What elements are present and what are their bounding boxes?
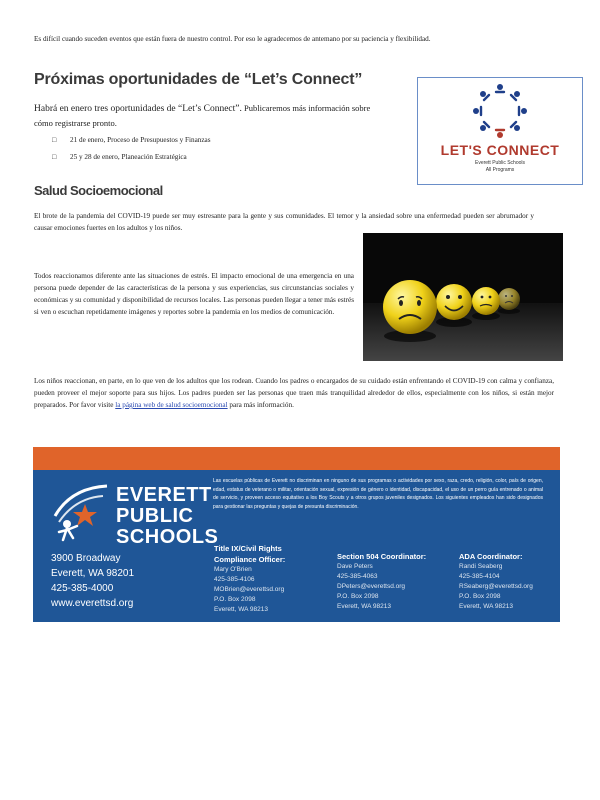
ball-neutral-3 [472, 287, 500, 320]
list-item-text: 25 y 28 de enero, Planeación Estratégica [70, 153, 187, 161]
list-item [52, 149, 211, 166]
person-head [480, 91, 486, 97]
lets-connect-logo [417, 77, 583, 185]
sel-paragraph-2: Todos reaccionamos diferente ante las situaciones de estrés. El impacto emocional de una emergencia en una persona puede depender de las características de la persona y sus experiencias, sus circunstancias sociales y económicas y su comunidad y disponibilidad de recursos locales. Las personas pueden llegar a tener más estrés si ven o escuchan repetidamente imágenes y reportes sobre la pandemia en los medios de comunicación. [34, 272, 354, 316]
lets-connect-lead [34, 101, 384, 130]
person-head [497, 84, 503, 90]
district-name-line1: EVERETT [116, 484, 212, 506]
coordinator-title-ix [214, 543, 334, 615]
coordinator-city: Everett, WA 98213 [459, 603, 513, 610]
section-heading-sel: Salud Socioemocional [34, 183, 163, 198]
coordinator-title: ADA Coordinator: [459, 552, 523, 561]
logo-subtitle-2: All Programs [485, 167, 515, 173]
coordinator-phone: 425-385-4063 [337, 573, 378, 580]
address-website-link[interactable]: www.everettsd.org [51, 598, 134, 609]
coordinator-phone: 425-385-4106 [214, 576, 255, 583]
nondiscrimination-notice: Las escuelas públicas de Everett no discriminan en ninguno de sus programas o actividades por sexo, raza, credo, religión, color, país de origen, edad, estatus de veterano o militar, orientación sexual, expresión de género o identidad, discapacidad, el uso de un perro guía entrenado o animal de servicio, y proveen acceso equitativo a los Boy Scouts y a otros grupos juveniles designados. Los siguientes empleados han sido designados para gestionar las preguntas y quejas de presunta discriminación. [213, 478, 543, 510]
checkbox-bullet-icon: □ [52, 153, 57, 161]
eps-star-logo-icon [51, 482, 113, 542]
p3-end-text: para más información. [229, 401, 294, 409]
ball-sad-1 [383, 280, 437, 342]
coordinator-email-link[interactable]: DPeters@everettsd.org [337, 583, 406, 590]
coordinator-name: Dave Peters [337, 563, 373, 570]
address-street: 3900 Broadway [51, 553, 121, 564]
coordinator-city: Everett, WA 98213 [337, 603, 391, 610]
footer-banner [33, 447, 560, 622]
ball-faded-4 [498, 288, 520, 314]
logo-title: LET'S CONNECT [440, 142, 560, 158]
address-phone: 425-385-4000 [51, 583, 114, 594]
lead-strong-text: Habrá en enero tres oportunidades de “Let’s Connect”. [34, 104, 242, 114]
checkbox-bullet-icon: □ [52, 136, 57, 144]
coordinator-section-504 [337, 551, 457, 612]
district-address [51, 551, 134, 611]
coordinator-email-link[interactable]: RSeaberg@everettsd.org [459, 583, 533, 590]
p3-text: Los niños reaccionan, en parte, en lo que ven de los adultos que los rodean. Cuando los padres o encargados de su cuidado están enfrentando el COVID-19 con calma y confianza, pueden proveer el mejor soporte para sus hijos. Los padres pueden ser las personas que traen más tranquilidad alrededor de ellos, especialmente con los niños, si están mejor preparados. Por favor visite [34, 377, 554, 409]
sel-paragraph-3 [34, 375, 554, 411]
lead-rest-text: Publicaremos más información sobre cómo registrarse pronto. [34, 103, 371, 128]
dates-list [52, 132, 211, 166]
coordinator-title: Title IX/Civil Rights [214, 544, 282, 553]
person-head [497, 132, 503, 138]
person-head [514, 91, 520, 97]
person-head [514, 125, 520, 131]
coordinator-po-box: P.O. Box 2098 [214, 596, 256, 603]
district-name-line3: SCHOOLS [116, 526, 219, 548]
emotions-photo [363, 233, 563, 361]
section-heading-lets-connect: Próximas oportunidades de “Let’s Connect” [34, 71, 363, 88]
sel-webpage-link[interactable]: la página web de salud socioemocional [115, 401, 228, 409]
coordinator-name: Mary O'Brien [214, 566, 252, 573]
list-item-text: 21 de enero, Proceso de Presupuestos y Finanzas [70, 136, 211, 144]
person-head [480, 125, 486, 131]
list-item [52, 132, 211, 149]
person-head [473, 108, 479, 114]
coordinator-po-box: P.O. Box 2098 [459, 593, 501, 600]
person-head [521, 108, 527, 114]
logo-subtitle: Everett Public Schools [474, 160, 526, 166]
coordinator-city: Everett, WA 98213 [214, 606, 268, 613]
footer-top-stripe [33, 447, 560, 470]
ball-happy-2 [436, 284, 472, 327]
address-city: Everett, WA 98201 [51, 568, 135, 579]
coordinator-po-box: P.O. Box 2098 [337, 593, 379, 600]
coordinator-email-link[interactable]: MOBrien@everettsd.org [214, 586, 285, 593]
coordinator-title-2: Compliance Officer: [214, 555, 286, 564]
intro-paragraph: Es difícil cuando suceden eventos que están fuera de nuestro control. Por eso le agradecemos de antemano por su paciencia y flexibilidad. [34, 35, 431, 43]
coordinator-name: Randi Seaberg [459, 563, 503, 570]
district-name [116, 485, 218, 548]
district-name-line2: PUBLIC [116, 505, 194, 527]
coordinator-title: Section 504 Coordinator: [337, 552, 427, 561]
sel-paragraph-1: El brote de la pandemia del COVID-19 puede ser muy estresante para la gente y sus comunidades. El temor y la ansiedad sobre una enfermedad pueden ser abrumador y causar emociones fuertes en los adultos y los niños. [34, 212, 534, 232]
people-circle-icon [418, 78, 582, 142]
emoji-balls-image [363, 233, 563, 361]
coordinator-ada [459, 551, 559, 612]
coordinator-phone: 425-385-4104 [459, 573, 500, 580]
